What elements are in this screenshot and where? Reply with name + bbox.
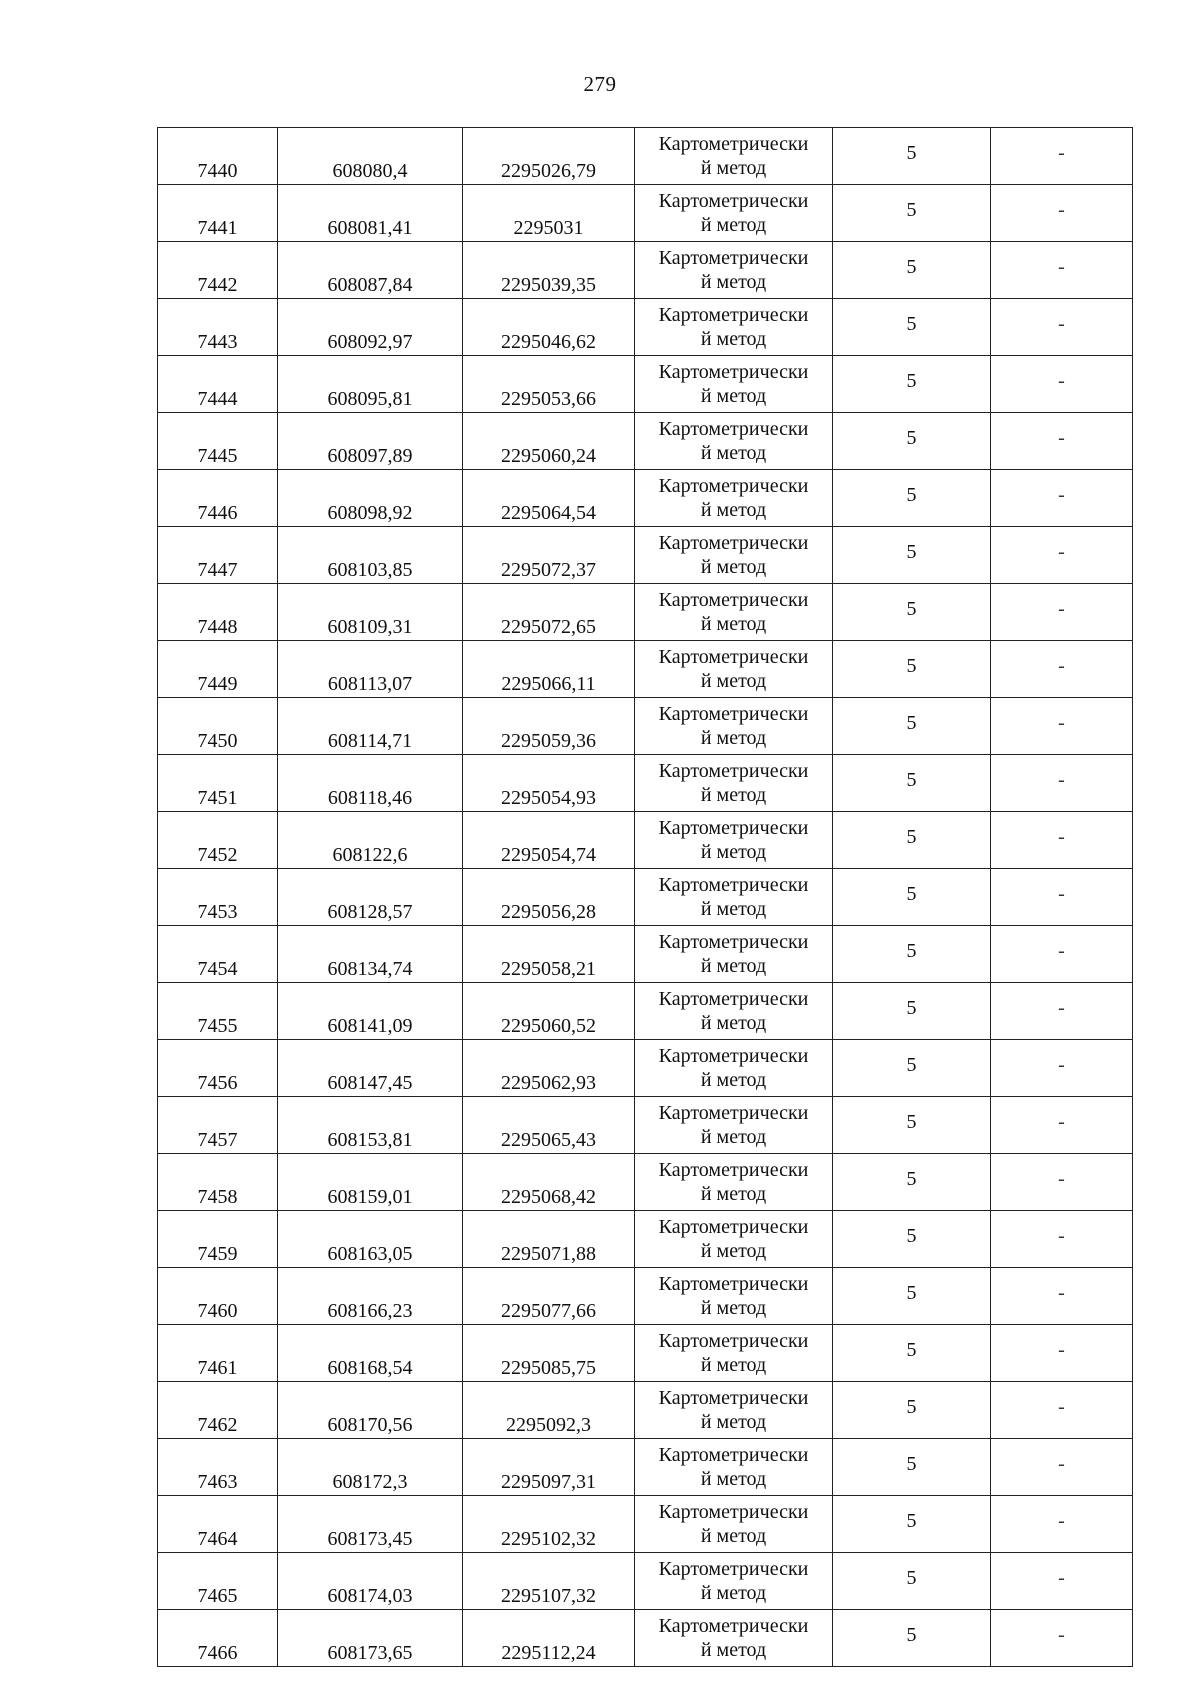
- method-cell: Картометрически й метод: [635, 641, 833, 698]
- point-number-cell: 7460: [158, 1268, 278, 1325]
- table-row: [158, 356, 1133, 413]
- note-cell: -: [991, 1211, 1133, 1268]
- y-coordinate-cell: 2295053,66: [463, 356, 635, 413]
- accuracy-cell: 5: [833, 1382, 991, 1439]
- point-number-cell: 7440: [158, 128, 278, 185]
- method-cell: Картометрически й метод: [635, 470, 833, 527]
- method-cell: Картометрически й метод: [635, 1097, 833, 1154]
- table-row: [158, 1382, 1133, 1439]
- x-coordinate-cell: 608081,41: [278, 185, 463, 242]
- note-cell: -: [991, 983, 1133, 1040]
- point-number-cell: 7451: [158, 755, 278, 812]
- note-cell: -: [991, 926, 1133, 983]
- x-coordinate-cell: 608098,92: [278, 470, 463, 527]
- x-coordinate-cell: 608173,65: [278, 1610, 463, 1667]
- y-coordinate-cell: 2295054,74: [463, 812, 635, 869]
- point-number-cell: 7464: [158, 1496, 278, 1553]
- y-coordinate-cell: 2295062,93: [463, 1040, 635, 1097]
- x-coordinate-cell: 608163,05: [278, 1211, 463, 1268]
- table-row: [158, 1496, 1133, 1553]
- y-coordinate-cell: 2295039,35: [463, 242, 635, 299]
- accuracy-cell: 5: [833, 128, 991, 185]
- accuracy-cell: 5: [833, 1610, 991, 1667]
- y-coordinate-cell: 2295072,65: [463, 584, 635, 641]
- table-row: [158, 1154, 1133, 1211]
- note-cell: -: [991, 1496, 1133, 1553]
- method-cell: Картометрически й метод: [635, 413, 833, 470]
- y-coordinate-cell: 2295026,79: [463, 128, 635, 185]
- point-number-cell: 7461: [158, 1325, 278, 1382]
- accuracy-cell: 5: [833, 185, 991, 242]
- accuracy-cell: 5: [833, 1268, 991, 1325]
- method-cell: Картометрически й метод: [635, 983, 833, 1040]
- accuracy-cell: 5: [833, 470, 991, 527]
- note-cell: -: [991, 1553, 1133, 1610]
- accuracy-cell: 5: [833, 698, 991, 755]
- table-row: [158, 470, 1133, 527]
- method-cell: Картометрически й метод: [635, 1382, 833, 1439]
- y-coordinate-cell: 2295060,52: [463, 983, 635, 1040]
- x-coordinate-cell: 608122,6: [278, 812, 463, 869]
- x-coordinate-cell: 608170,56: [278, 1382, 463, 1439]
- note-cell: -: [991, 527, 1133, 584]
- table-row: [158, 812, 1133, 869]
- y-coordinate-cell: 2295058,21: [463, 926, 635, 983]
- y-coordinate-cell: 2295064,54: [463, 470, 635, 527]
- x-coordinate-cell: 608092,97: [278, 299, 463, 356]
- table-row: [158, 242, 1133, 299]
- y-coordinate-cell: 2295071,88: [463, 1211, 635, 1268]
- page-number: 279: [583, 72, 617, 96]
- note-cell: -: [991, 584, 1133, 641]
- table-row: [158, 641, 1133, 698]
- x-coordinate-cell: 608103,85: [278, 527, 463, 584]
- accuracy-cell: 5: [833, 1325, 991, 1382]
- x-coordinate-cell: 608141,09: [278, 983, 463, 1040]
- point-number-cell: 7448: [158, 584, 278, 641]
- accuracy-cell: 5: [833, 356, 991, 413]
- method-cell: Картометрически й метод: [635, 1040, 833, 1097]
- point-number-cell: 7446: [158, 470, 278, 527]
- table-row: [158, 1211, 1133, 1268]
- method-cell: Картометрически й метод: [635, 698, 833, 755]
- y-coordinate-cell: 2295066,11: [463, 641, 635, 698]
- x-coordinate-cell: 608166,23: [278, 1268, 463, 1325]
- note-cell: -: [991, 755, 1133, 812]
- note-cell: -: [991, 869, 1133, 926]
- point-number-cell: 7453: [158, 869, 278, 926]
- x-coordinate-cell: 608153,81: [278, 1097, 463, 1154]
- accuracy-cell: 5: [833, 242, 991, 299]
- accuracy-cell: 5: [833, 812, 991, 869]
- method-cell: Картометрически й метод: [635, 869, 833, 926]
- accuracy-cell: 5: [833, 869, 991, 926]
- table-row: [158, 926, 1133, 983]
- coordinates-table-body: [158, 128, 1133, 1667]
- note-cell: -: [991, 128, 1133, 185]
- method-cell: Картометрически й метод: [635, 1496, 833, 1553]
- accuracy-cell: 5: [833, 413, 991, 470]
- point-number-cell: 7454: [158, 926, 278, 983]
- x-coordinate-cell: 608159,01: [278, 1154, 463, 1211]
- note-cell: -: [991, 1325, 1133, 1382]
- point-number-cell: 7444: [158, 356, 278, 413]
- table-row: [158, 1097, 1133, 1154]
- point-number-cell: 7449: [158, 641, 278, 698]
- table-row: [158, 1268, 1133, 1325]
- note-cell: -: [991, 470, 1133, 527]
- x-coordinate-cell: 608080,4: [278, 128, 463, 185]
- note-cell: -: [991, 1382, 1133, 1439]
- note-cell: -: [991, 1439, 1133, 1496]
- y-coordinate-cell: 2295107,32: [463, 1553, 635, 1610]
- accuracy-cell: 5: [833, 299, 991, 356]
- x-coordinate-cell: 608095,81: [278, 356, 463, 413]
- point-number-cell: 7458: [158, 1154, 278, 1211]
- y-coordinate-cell: 2295056,28: [463, 869, 635, 926]
- x-coordinate-cell: 608097,89: [278, 413, 463, 470]
- accuracy-cell: 5: [833, 1154, 991, 1211]
- point-number-cell: 7442: [158, 242, 278, 299]
- x-coordinate-cell: 608113,07: [278, 641, 463, 698]
- y-coordinate-cell: 2295054,93: [463, 755, 635, 812]
- y-coordinate-cell: 2295072,37: [463, 527, 635, 584]
- y-coordinate-cell: 2295065,43: [463, 1097, 635, 1154]
- method-cell: Картометрически й метод: [635, 242, 833, 299]
- point-number-cell: 7447: [158, 527, 278, 584]
- method-cell: Картометрически й метод: [635, 1268, 833, 1325]
- point-number-cell: 7450: [158, 698, 278, 755]
- table-row: [158, 1040, 1133, 1097]
- note-cell: -: [991, 413, 1133, 470]
- table-row: [158, 755, 1133, 812]
- table-row: [158, 1553, 1133, 1610]
- y-coordinate-cell: 2295085,75: [463, 1325, 635, 1382]
- point-number-cell: 7452: [158, 812, 278, 869]
- coordinates-table: [157, 127, 1133, 1667]
- method-cell: Картометрически й метод: [635, 812, 833, 869]
- accuracy-cell: 5: [833, 983, 991, 1040]
- table-row: [158, 299, 1133, 356]
- accuracy-cell: 5: [833, 527, 991, 584]
- method-cell: Картометрически й метод: [635, 356, 833, 413]
- method-cell: Картометрически й метод: [635, 1211, 833, 1268]
- x-coordinate-cell: 608174,03: [278, 1553, 463, 1610]
- note-cell: -: [991, 185, 1133, 242]
- method-cell: Картометрически й метод: [635, 1154, 833, 1211]
- method-cell: Картометрически й метод: [635, 299, 833, 356]
- point-number-cell: 7465: [158, 1553, 278, 1610]
- method-cell: Картометрически й метод: [635, 527, 833, 584]
- table-row: [158, 128, 1133, 185]
- table-row: [158, 1325, 1133, 1382]
- point-number-cell: 7445: [158, 413, 278, 470]
- method-cell: Картометрически й метод: [635, 926, 833, 983]
- note-cell: -: [991, 356, 1133, 413]
- table-row: [158, 527, 1133, 584]
- accuracy-cell: 5: [833, 1496, 991, 1553]
- note-cell: -: [991, 1040, 1133, 1097]
- point-number-cell: 7456: [158, 1040, 278, 1097]
- accuracy-cell: 5: [833, 926, 991, 983]
- table-row: [158, 698, 1133, 755]
- method-cell: Картометрически й метод: [635, 1439, 833, 1496]
- table-row: [158, 584, 1133, 641]
- method-cell: Картометрически й метод: [635, 1325, 833, 1382]
- accuracy-cell: 5: [833, 755, 991, 812]
- x-coordinate-cell: 608087,84: [278, 242, 463, 299]
- point-number-cell: 7466: [158, 1610, 278, 1667]
- note-cell: -: [991, 242, 1133, 299]
- point-number-cell: 7457: [158, 1097, 278, 1154]
- table-row: [158, 1439, 1133, 1496]
- method-cell: Картометрически й метод: [635, 755, 833, 812]
- note-cell: -: [991, 698, 1133, 755]
- y-coordinate-cell: 2295031: [463, 185, 635, 242]
- note-cell: -: [991, 1154, 1133, 1211]
- y-coordinate-cell: 2295092,3: [463, 1382, 635, 1439]
- accuracy-cell: 5: [833, 1439, 991, 1496]
- point-number-cell: 7455: [158, 983, 278, 1040]
- point-number-cell: 7459: [158, 1211, 278, 1268]
- x-coordinate-cell: 608114,71: [278, 698, 463, 755]
- note-cell: -: [991, 299, 1133, 356]
- accuracy-cell: 5: [833, 1040, 991, 1097]
- x-coordinate-cell: 608109,31: [278, 584, 463, 641]
- y-coordinate-cell: 2295060,24: [463, 413, 635, 470]
- x-coordinate-cell: 608173,45: [278, 1496, 463, 1553]
- method-cell: Картометрически й метод: [635, 128, 833, 185]
- point-number-cell: 7463: [158, 1439, 278, 1496]
- note-cell: -: [991, 1268, 1133, 1325]
- accuracy-cell: 5: [833, 1211, 991, 1268]
- table-row: [158, 869, 1133, 926]
- accuracy-cell: 5: [833, 584, 991, 641]
- y-coordinate-cell: 2295077,66: [463, 1268, 635, 1325]
- note-cell: -: [991, 641, 1133, 698]
- y-coordinate-cell: 2295068,42: [463, 1154, 635, 1211]
- table-row: [158, 413, 1133, 470]
- note-cell: -: [991, 812, 1133, 869]
- accuracy-cell: 5: [833, 1097, 991, 1154]
- note-cell: -: [991, 1610, 1133, 1667]
- table-row: [158, 983, 1133, 1040]
- table-row: [158, 1610, 1133, 1667]
- method-cell: Картометрически й метод: [635, 1553, 833, 1610]
- accuracy-cell: 5: [833, 641, 991, 698]
- x-coordinate-cell: 608118,46: [278, 755, 463, 812]
- method-cell: Картометрически й метод: [635, 1610, 833, 1667]
- method-cell: Картометрически й метод: [635, 584, 833, 641]
- table-row: [158, 185, 1133, 242]
- y-coordinate-cell: 2295112,24: [463, 1610, 635, 1667]
- note-cell: -: [991, 1097, 1133, 1154]
- point-number-cell: 7441: [158, 185, 278, 242]
- x-coordinate-cell: 608147,45: [278, 1040, 463, 1097]
- x-coordinate-cell: 608134,74: [278, 926, 463, 983]
- y-coordinate-cell: 2295097,31: [463, 1439, 635, 1496]
- x-coordinate-cell: 608128,57: [278, 869, 463, 926]
- point-number-cell: 7462: [158, 1382, 278, 1439]
- accuracy-cell: 5: [833, 1553, 991, 1610]
- x-coordinate-cell: 608168,54: [278, 1325, 463, 1382]
- x-coordinate-cell: 608172,3: [278, 1439, 463, 1496]
- y-coordinate-cell: 2295102,32: [463, 1496, 635, 1553]
- point-number-cell: 7443: [158, 299, 278, 356]
- y-coordinate-cell: 2295059,36: [463, 698, 635, 755]
- method-cell: Картометрически й метод: [635, 185, 833, 242]
- y-coordinate-cell: 2295046,62: [463, 299, 635, 356]
